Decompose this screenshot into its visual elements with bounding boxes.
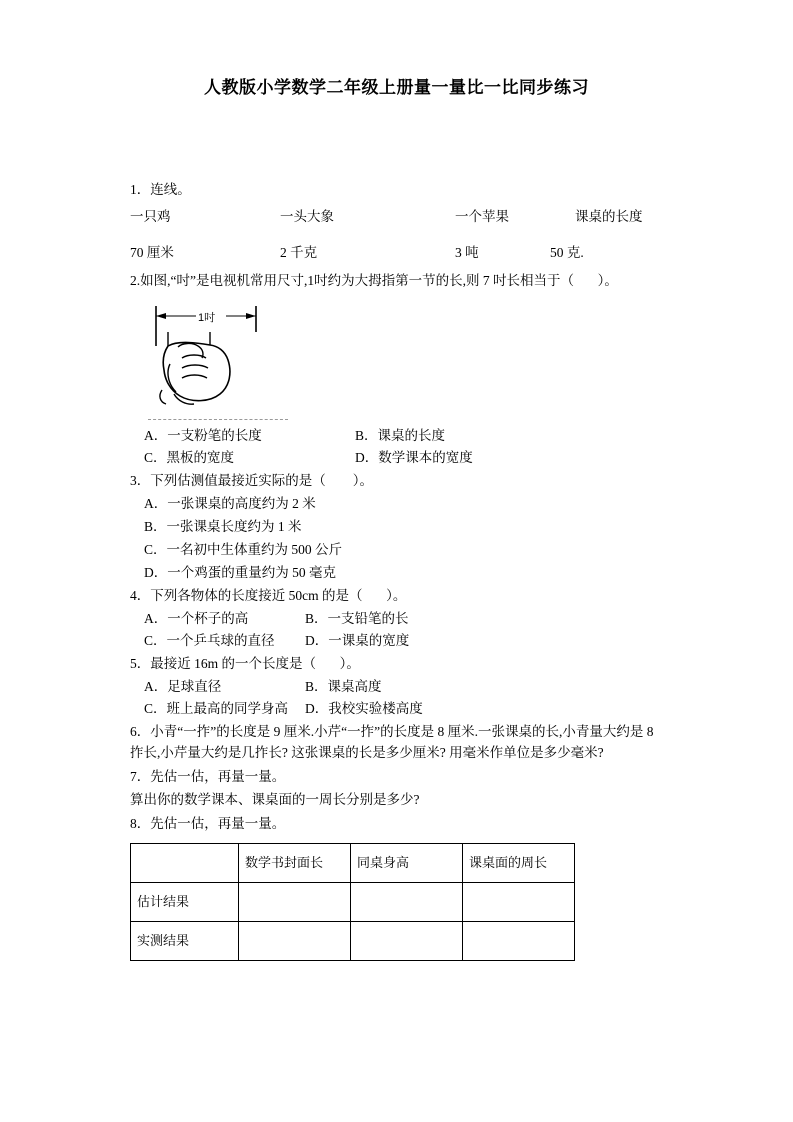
question-3-option-d: D．一个鸡蛋的重量约为 50 毫克: [144, 564, 336, 580]
match-item-3: 一个苹果: [455, 208, 509, 224]
question-1-row-items: [130, 207, 663, 229]
question-4-options-row-1: [130, 609, 663, 629]
thumb-illustration: [148, 302, 328, 420]
question-4-option-c: C．一个乒乓球的直径: [144, 633, 275, 649]
question-4-option-a: A．一个杯子的高: [144, 611, 249, 627]
svg-text:1吋: 1吋: [198, 311, 216, 324]
question-5-option-a: A．足球直径: [144, 679, 222, 695]
table-cell-estimate-1[interactable]: [239, 882, 351, 921]
match-item-2: 一头大象: [280, 208, 334, 224]
page-title: 人教版小学数学二年级上册量一量比一比同步练习: [204, 78, 589, 97]
question-5-prompt: 5．最接近 16m 的一个长度是（ ）。: [130, 656, 360, 672]
question-4-option-d: D．一课桌的宽度: [305, 633, 410, 649]
question-5-option-b: B．课桌高度: [305, 679, 382, 695]
question-2-prompt: 2.如图,“吋”是电视机常用尺寸,1吋约为大拇指第一节的长,则 7 吋长相当于（ ）。: [130, 272, 618, 288]
question-5-options-row-2: [130, 699, 663, 719]
table-row: [131, 921, 575, 960]
question-7-prompt: 7．先估一估，再量一量。: [130, 769, 286, 785]
table-row: [131, 882, 575, 921]
question-4-options-row-2: [130, 631, 663, 651]
question-5-option-d: D．我校实验楼高度: [305, 701, 423, 717]
table-row-label-measured: 实测结果: [131, 921, 239, 960]
question-2-option-c: C．黑板的宽度: [144, 449, 235, 465]
question-3-prompt: 3．下列估测值最接近实际的是（ ）。: [130, 472, 373, 488]
match-item-4: 课桌的长度: [575, 208, 643, 224]
table-header-0: [131, 843, 239, 882]
question-2-option-d: D．数学课本的宽度: [355, 449, 473, 465]
question-5-options-row-1: [130, 677, 663, 697]
table-cell-estimate-2[interactable]: [351, 882, 463, 921]
question-2-options-row-2: [130, 448, 663, 468]
question-6-prompt: 6．小青“一拃”的长度是 9 厘米.小芹“一拃”的长度是 8 厘米.一张课桌的长,小青量大约是 8 拃长,小芹量大约是几拃长? 这张课桌的长是多少厘米? 用毫米作单位是多少毫米?: [130, 724, 657, 761]
question-7-subprompt: 算出你的数学课本、课桌面的一周长分别是多少?: [130, 792, 420, 808]
question-8-table: [130, 843, 575, 961]
table-header-1: 数学书封面长: [239, 843, 351, 882]
question-8-prompt: 8．先估一估，再量一量。: [130, 815, 286, 831]
question-2-option-a: A．一支粉笔的长度: [144, 427, 262, 443]
question-3-option-b: B．一张课桌长度约为 1 米: [144, 518, 302, 534]
table-cell-measured-1[interactable]: [239, 921, 351, 960]
figure-underline: [148, 419, 288, 420]
question-1-prompt: 1．连线。: [130, 182, 191, 197]
table-row-label-estimate: 估计结果: [131, 882, 239, 921]
question-5-option-c: C．班上最高的同学身高: [144, 701, 289, 717]
question-4-prompt: 4．下列各物体的长度接近 50cm 的是（ ）。: [130, 588, 407, 604]
match-value-1: 70 厘米: [130, 244, 174, 260]
question-4-option-b: B．一支铅笔的长: [305, 611, 409, 627]
match-value-3: 3 吨: [455, 244, 479, 260]
thumb-measure-icon: [148, 302, 328, 420]
table-header-2: 同桌身高: [351, 843, 463, 882]
question-2-options-row-1: [130, 426, 663, 446]
question-1-row-values: [130, 243, 663, 267]
worksheet-content: [130, 180, 663, 961]
table-header-3: 课桌面的周长: [463, 843, 575, 882]
match-value-4: 50 克.: [550, 244, 584, 260]
table-cell-measured-2[interactable]: [351, 921, 463, 960]
table-cell-measured-3[interactable]: [463, 921, 575, 960]
question-3-option-a: A．一张课桌的高度约为 2 米: [144, 495, 316, 511]
question-3-option-c: C．一名初中生体重约为 500 公斤: [144, 541, 343, 557]
match-item-1: 一只鸡: [130, 208, 171, 224]
table-header-row: [131, 843, 575, 882]
table-cell-estimate-3[interactable]: [463, 882, 575, 921]
match-value-2: 2 千克: [280, 244, 318, 260]
question-2-option-b: B．课桌的长度: [355, 427, 446, 443]
question-2-figure: [148, 302, 348, 420]
